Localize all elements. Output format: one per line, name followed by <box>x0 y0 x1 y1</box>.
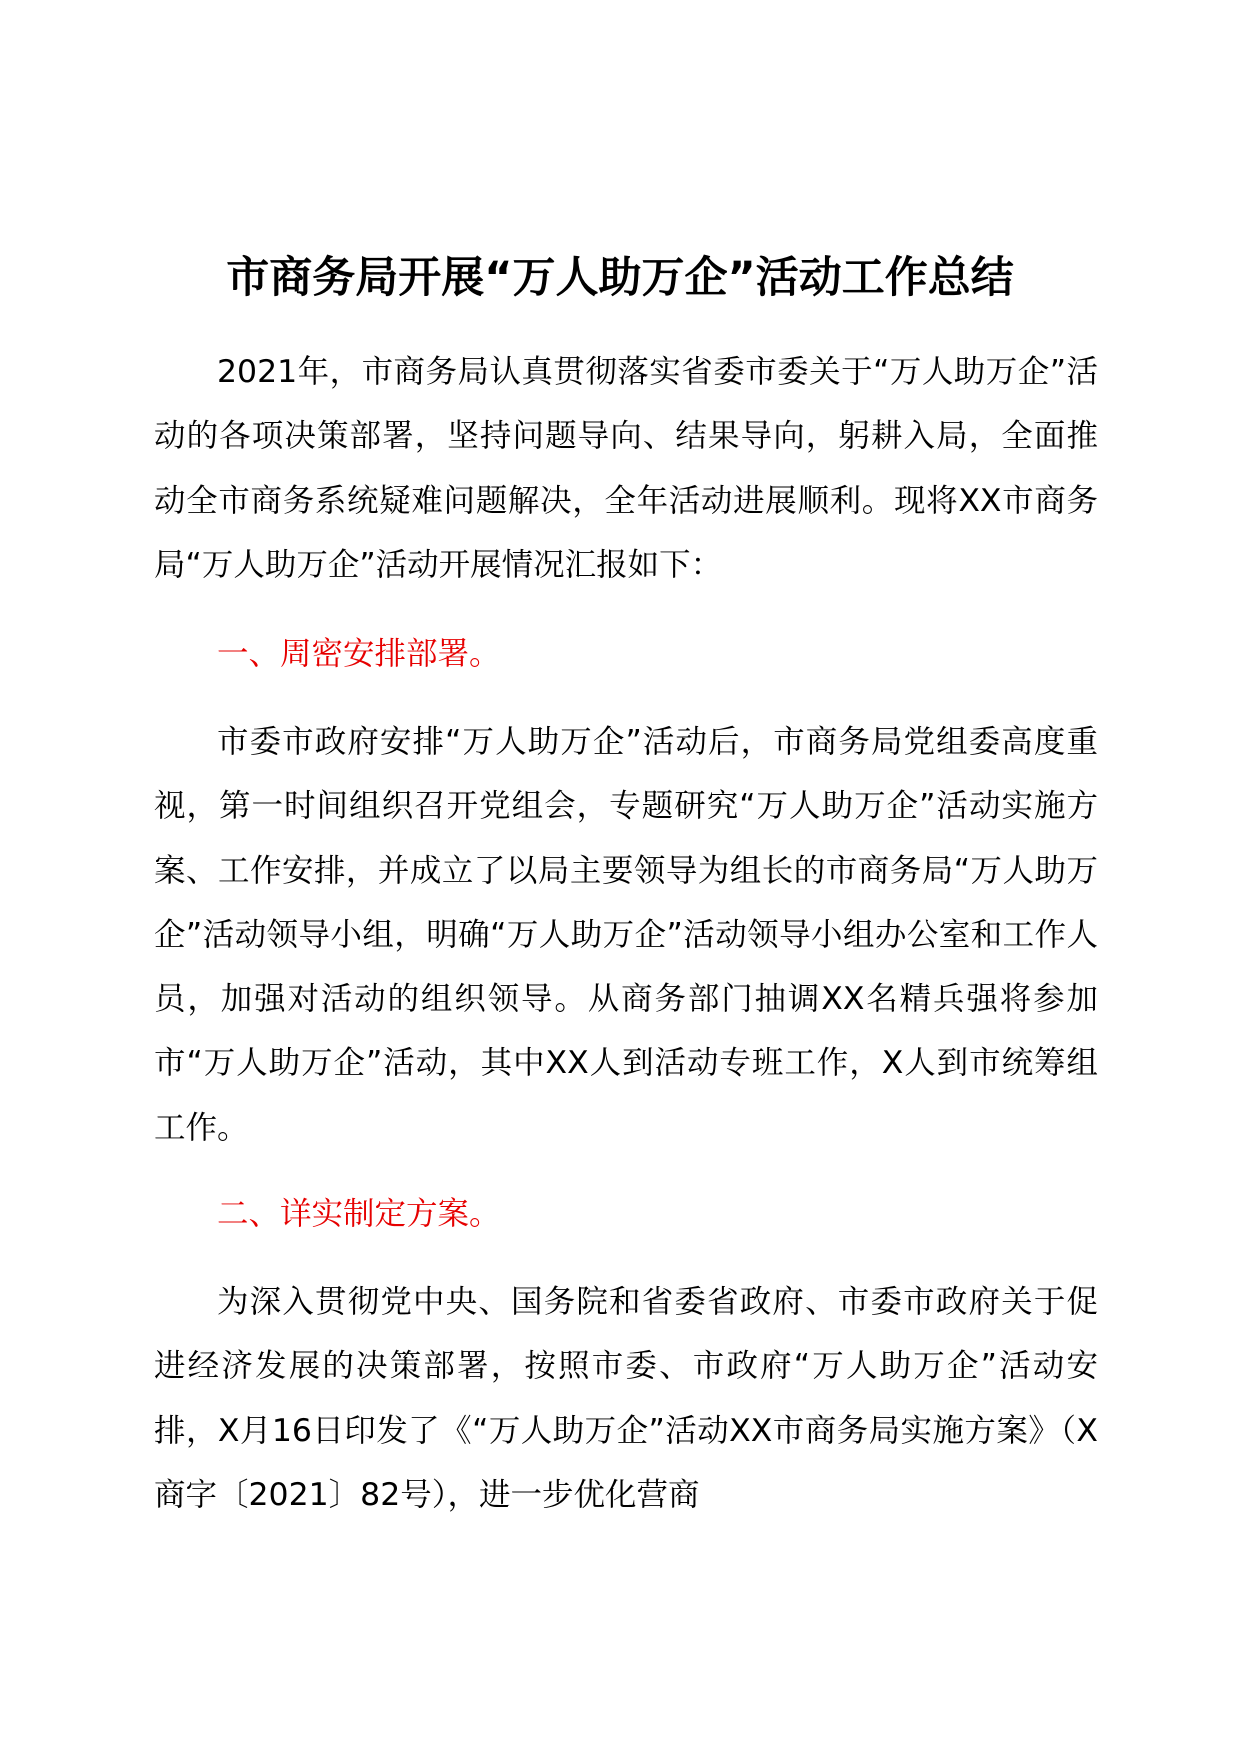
section-heading-1: 一、周密安排部署。 <box>217 636 501 672</box>
paragraph-section-2: 为深入贯彻党中央、国务院和省委省政府、市委市政府关于促进经济发展的决策部署，按照市委、市政府“万人助万企”活动安排，X月16日印发了《“万人助万企”活动XX市商务局实施方案》（X商字〔2021〕82号），进一步优化营商 <box>154 1284 1098 1513</box>
paragraph-section-1: 市委市政府安排“万人助万企”活动后，市商务局党组委高度重视，第一时间组织召开党组会，专题研究“万人助万企”活动实施方案、工作安排，并成立了以局主要领导为组长的市商务局“万人助万企”活动领导小组，明确“万人助万企”活动领导小组办公室和工作人员，加强对活动的组织领导。从商务部门抽调XX名精兵强将参加市“万人助万企”活动，其中XX人到活动专班工作，X人到市统筹组工作。 <box>154 724 1098 1146</box>
document-title: 市商务局开展“万人助万企”活动工作总结 <box>226 253 1014 303</box>
paragraph-intro: 2021年，市商务局认真贯彻落实省委市委关于“万人助万企”活动的各项决策部署，坚持问题导向、结果导向，躬耕入局，全面推动全市商务系统疑难问题解决，全年活动进展顺利。现将XX市商务局“万人助万企”活动开展情况汇报如下： <box>154 354 1098 583</box>
section-heading-2: 二、详实制定方案。 <box>217 1196 501 1232</box>
